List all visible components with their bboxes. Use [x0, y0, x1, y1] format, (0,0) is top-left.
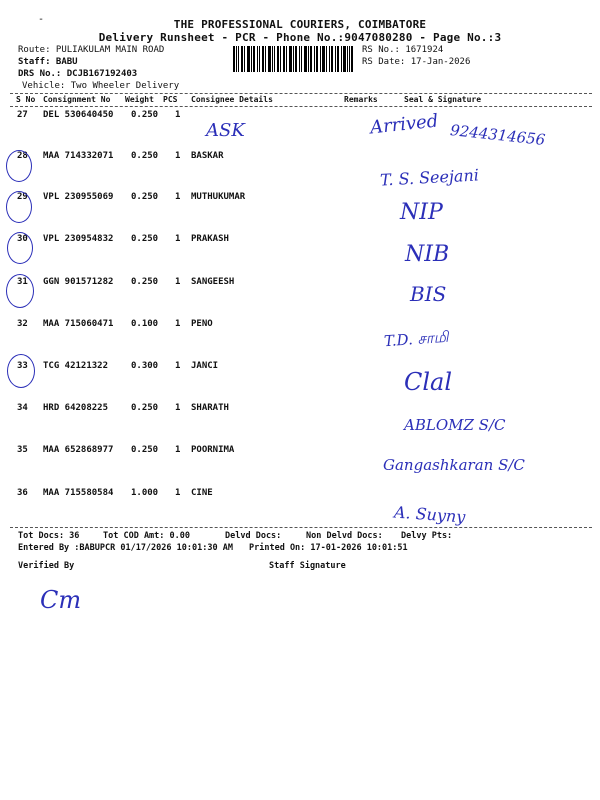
row-weight: 0.250	[131, 403, 159, 413]
signature-30: NIB	[405, 242, 450, 267]
rs-number: RS No.: 1671924	[362, 45, 444, 55]
row-consignee: CINE	[191, 488, 213, 498]
row-pcs: 1	[175, 361, 181, 371]
row-pcs: 1	[175, 234, 181, 244]
page-title: THE PROFESSIONAL COURIERS, COIMBATORE	[173, 18, 427, 31]
row-sno: 35	[17, 445, 28, 455]
row-sno: 29	[17, 192, 28, 202]
drs-number: DRS No.: DCJB167192403	[18, 69, 138, 79]
row-pcs: 1	[175, 151, 181, 161]
pen-circle-mark	[6, 150, 32, 182]
row-consignee: MUTHUKUMAR	[191, 192, 246, 202]
row-weight: 0.250	[131, 445, 159, 455]
column-header-consignee: Consignee Details	[191, 95, 273, 104]
row-consignee: BASKAR	[191, 151, 224, 161]
row-consignee: JANCI	[191, 361, 219, 371]
column-header-pcs: PCS	[163, 95, 178, 104]
row-sno: 31	[17, 277, 28, 287]
row-weight: 0.250	[131, 234, 159, 244]
row-sno: 28	[17, 151, 28, 161]
printed-on: Printed On: 17-01-2026 10:01:51	[249, 543, 408, 553]
signature-33: Clal	[404, 368, 453, 396]
route-label: Route: PULIAKULAM MAIN ROAD	[18, 45, 165, 55]
signature-27: Arrived	[369, 110, 440, 139]
signature-28: T. S. Seejani	[379, 165, 480, 190]
row-consignee: SHARATH	[191, 403, 229, 413]
row-pcs: 1	[175, 445, 181, 455]
signature-36: A. Suyny	[393, 502, 466, 527]
row-consignment: GGN 901571282	[43, 277, 114, 287]
barcode-image	[233, 46, 353, 72]
row-consignment: MAA 715060471	[43, 319, 114, 329]
row-sno: 36	[17, 488, 28, 498]
row-consignment: MAA 652868977	[43, 445, 114, 455]
staff-signature-label: Staff Signature	[269, 561, 346, 571]
header-mark: -	[38, 14, 45, 25]
signature-32: T.D. சாமி	[383, 327, 449, 351]
delivery-points: Delvy Pts:	[401, 531, 453, 541]
row-consignment: DEL 530640450	[43, 110, 114, 120]
signature-29: NIP	[400, 200, 443, 225]
table-row	[0, 488, 600, 529]
pen-circle-mark	[6, 274, 34, 308]
row-pcs: 1	[175, 110, 181, 120]
row-weight: 0.250	[131, 192, 159, 202]
signature-34: ABLOMZ S/C	[404, 416, 506, 434]
row-consignee: POORNIMA	[191, 445, 235, 455]
row-weight: 1.000	[131, 488, 159, 498]
non-delivered-docs: Non Delvd Docs:	[306, 531, 383, 541]
row-sno: 27	[17, 110, 28, 120]
page-subtitle: Delivery Runsheet - PCR - Phone No.:9047080280 - Page No.:3	[98, 31, 502, 44]
header-top-divider	[10, 93, 592, 94]
phone-27: 9244314656	[449, 121, 547, 149]
row-sno: 30	[17, 234, 28, 244]
row-pcs: 1	[175, 403, 181, 413]
row-consignment: MAA 714332071	[43, 151, 114, 161]
table-row	[0, 277, 600, 318]
signature-35: Gangashkaran S/C	[383, 456, 525, 474]
verified-by-label: Verified By	[18, 561, 75, 571]
row-weight: 0.100	[131, 319, 159, 329]
total-docs: Tot Docs: 36	[18, 531, 80, 541]
verified-signature: Cm	[40, 586, 82, 614]
column-header-remarks: Remarks	[344, 95, 378, 104]
row-sno: 32	[17, 319, 28, 329]
row-consignment: MAA 715580584	[43, 488, 114, 498]
table-row	[0, 151, 600, 192]
row-consignment: TCG 42121322	[43, 361, 109, 371]
table-row	[0, 192, 600, 233]
rs-date: RS Date: 17-Jan-2026	[362, 57, 471, 67]
entered-by: Entered By :BABUPCR 01/17/2026 10:01:30 AM	[18, 543, 233, 553]
row-consignee: SANGEESH	[191, 277, 235, 287]
delivered-docs: Delvd Docs:	[225, 531, 282, 541]
row-weight: 0.250	[131, 110, 159, 120]
pen-circle-mark	[7, 354, 35, 388]
column-header-weight: Weight	[125, 95, 154, 104]
table-row	[0, 403, 600, 444]
row-consignee: PENO	[191, 319, 213, 329]
row-pcs: 1	[175, 488, 181, 498]
row-sno: 33	[17, 361, 28, 371]
signature-31: BIS	[410, 282, 447, 306]
column-header-seal-signature: Seal & Signature	[404, 95, 482, 104]
column-header-consignment: Consignment No	[43, 95, 111, 104]
row-pcs: 1	[175, 319, 181, 329]
row-sno: 34	[17, 403, 28, 413]
header-bottom-divider	[10, 106, 592, 107]
row-weight: 0.250	[131, 151, 159, 161]
row-consignment: VPL 230955069	[43, 192, 114, 202]
pen-circle-mark	[6, 191, 32, 223]
handwritten-ask: ASK	[206, 120, 245, 141]
row-pcs: 1	[175, 192, 181, 202]
pen-circle-mark	[7, 232, 33, 264]
vehicle-label: Vehicle: Two Wheeler Delivery	[22, 81, 180, 91]
row-consignee: PRAKASH	[191, 234, 229, 244]
row-weight: 0.300	[131, 361, 159, 371]
footer-divider	[10, 527, 592, 528]
row-weight: 0.250	[131, 277, 159, 287]
row-consignment: VPL 230954832	[43, 234, 114, 244]
row-pcs: 1	[175, 277, 181, 287]
table-row	[0, 234, 600, 275]
table-row	[0, 319, 600, 360]
staff-label: Staff: BABU	[18, 57, 78, 67]
table-row	[0, 361, 600, 402]
total-cod-amount: Tot COD Amt: 0.00	[103, 531, 190, 541]
row-consignment: HRD 64208225	[43, 403, 109, 413]
column-header-sno: S No	[16, 95, 36, 104]
